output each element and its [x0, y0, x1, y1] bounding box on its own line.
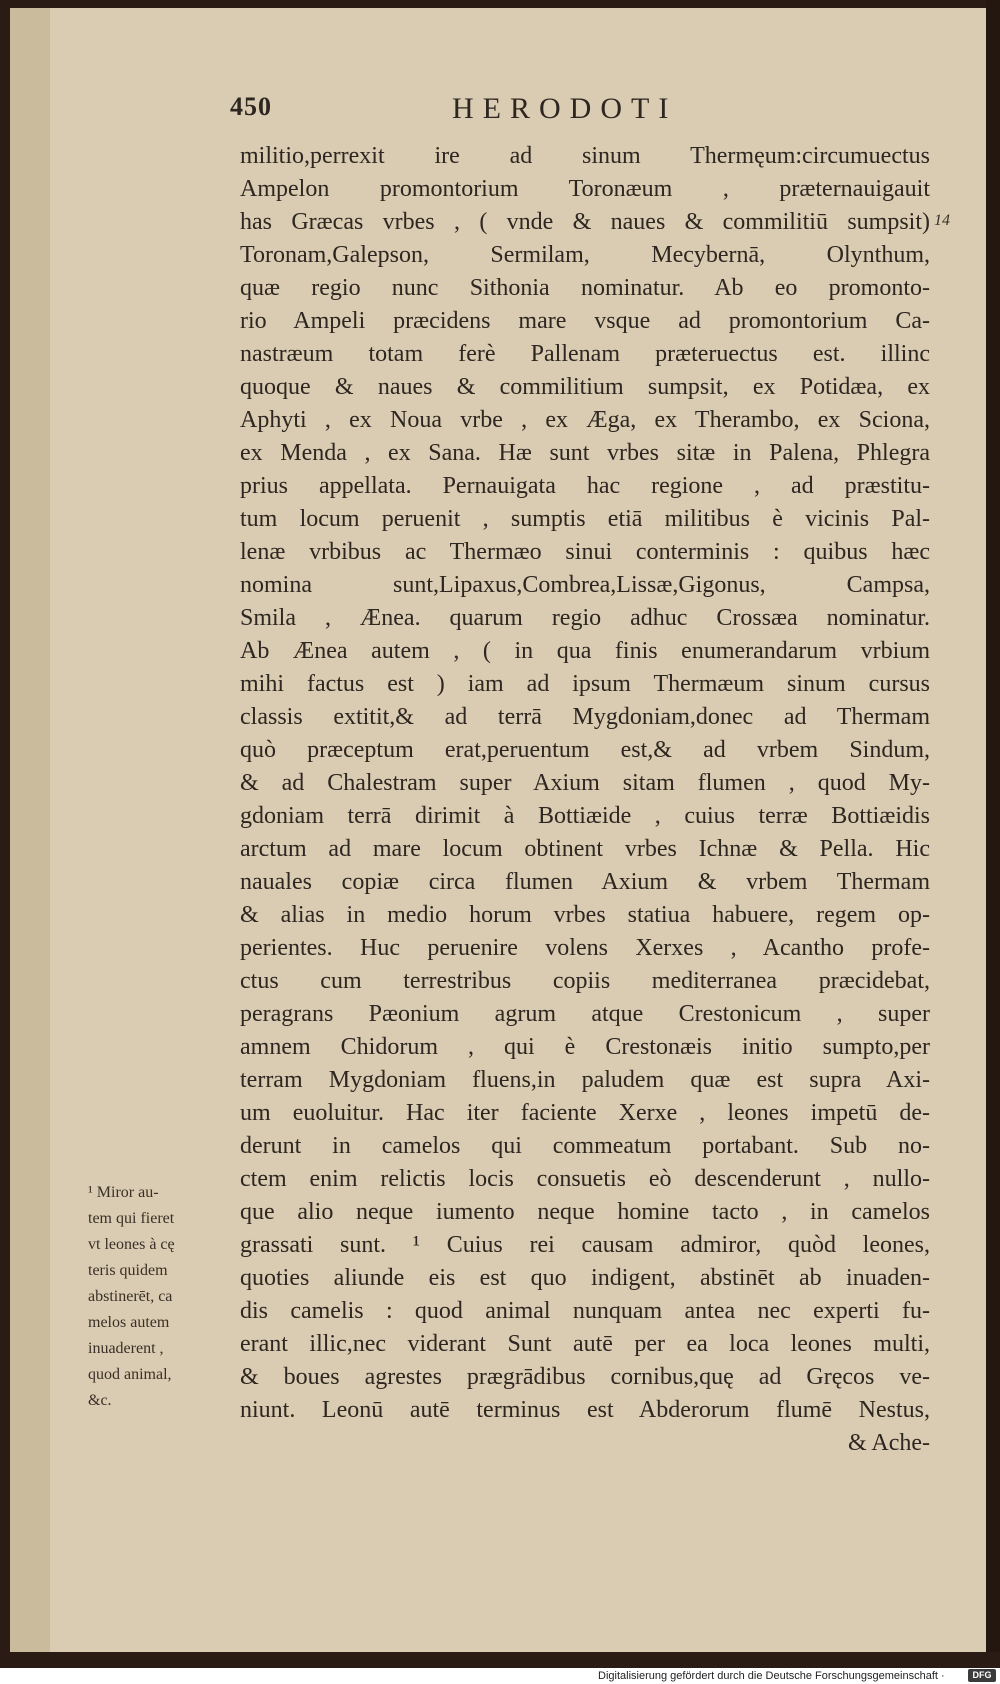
text-line: quæ regio nunc Sithonia nominatur. Ab eo promonto- — [240, 275, 930, 301]
text-line: perientes. Huc peruenire volens Xerxes , Acantho profe- — [240, 935, 930, 961]
text-line: gdoniam terrā dirimit à Bottiæide , cuius terræ Bottiæidis — [240, 803, 930, 829]
text-line: grassati sunt. ¹ Cuius rei causam admiror, quòd leones, — [240, 1232, 930, 1258]
scan-border-right — [986, 0, 1000, 1668]
note-line: melos autem — [88, 1314, 170, 1331]
note-line: ¹ Miror au- — [88, 1184, 159, 1201]
scan-border-bottom — [0, 1652, 1000, 1668]
text-line: derunt in camelos qui commeatum portabant. Sub no- — [240, 1133, 930, 1159]
digitization-credit: Digitalisierung gefördert durch die Deutsche Forschungsgemeinschaft · — [598, 1670, 945, 1682]
note-line: vt leones à cę — [88, 1236, 175, 1253]
text-line: militio,perrexit ire ad sinum Thermęum:circumuectus — [240, 143, 930, 169]
text-line: terram Mygdoniam fluens,in paludem quæ est supra Axi- — [240, 1067, 930, 1093]
text-line: nastræum totam ferè Pallenam præteruectus est. illinc — [240, 341, 930, 367]
text-line: que alio neque iumento neque homine tacto , in camelos — [240, 1199, 930, 1225]
text-line: prius appellata. Pernauigata hac regione , ad præstitu- — [240, 473, 930, 499]
paper-gutter-shade — [10, 8, 50, 1652]
note-line: inuaderent , — [88, 1340, 164, 1357]
text-line: has Græcas vrbes , ( vnde & naues & commilitiū sumpsit) — [240, 209, 930, 235]
running-title: HERODOTI — [452, 92, 678, 125]
note-line: abstinerēt, ca — [88, 1288, 173, 1305]
marginal-note — [88, 1180, 228, 1414]
note-line: quod animal, — [88, 1366, 172, 1383]
text-line: niunt. Leonū autē terminus est Abderorum flumē Nestus, — [240, 1397, 930, 1423]
running-header — [230, 92, 950, 132]
text-line: Toronam,Galepson, Sermilam, Mecybernā, Olynthum, — [240, 242, 930, 268]
page-number: 450 — [230, 92, 272, 121]
text-line: quò præceptum erat,peruentum est,& ad vrbem Sindum, — [240, 737, 930, 763]
text-line: ex Menda , ex Sana. Hæ sunt vrbes sitæ in Palena, Phlegra — [240, 440, 930, 466]
note-line: teris quidem — [88, 1262, 168, 1279]
text-line: classis extitit,& ad terrā Mygdoniam,donec ad Thermam — [240, 704, 930, 730]
text-line: Aphyti , ex Noua vrbe , ex Ægа, ex Therambo, ex Sciona, — [240, 407, 930, 433]
text-line: peragrans Pæonium agrum atque Crestonicum , super — [240, 1001, 930, 1027]
main-text-block — [240, 140, 930, 1460]
text-line: lenæ vrbibus ac Thermæo sinui conterminis : quibus hæc — [240, 539, 930, 565]
text-line: arctum ad mare locum obtinent vrbes Ichnæ & Pella. Hic — [240, 836, 930, 862]
margin-mark: 14 — [934, 212, 950, 229]
text-line: dis camelis : quod animal nunquam antea nec experti fu- — [240, 1298, 930, 1324]
text-line: mihi factus est ) iam ad ipsum Thermæum sinum cursus — [240, 671, 930, 697]
scan-border-left — [0, 0, 10, 1668]
text-line: & alias in medio horum vrbes statiua habuere, regem op- — [240, 902, 930, 928]
text-line: Ab Ænea autem , ( in qua finis enumerandarum vrbium — [240, 638, 930, 664]
catchword-line: & Ache- — [848, 1430, 930, 1456]
text-line: quoque & naues & commilitium sumpsit, ex Potidæa, ex — [240, 374, 930, 400]
text-line: rio Ampeli præcidens mare vsque ad promontorium Ca- — [240, 308, 930, 334]
dfg-logo: DFG — [968, 1669, 996, 1682]
note-line: &c. — [88, 1392, 112, 1409]
text-line: quoties aliunde eis est quo indigent, abstinēt ab inuaden- — [240, 1265, 930, 1291]
text-line: Smila , Ænea. quarum regio adhuc Crossæa nominatur. — [240, 605, 930, 631]
text-line: tum locum peruenit , sumptis etiā militibus è vicinis Pal- — [240, 506, 930, 532]
text-line: um euoluitur. Hac iter faciente Xerxe , leones impetū de- — [240, 1100, 930, 1126]
text-line: & boues agrestes prægrādibus cornibus,quę ad Gręcos ve- — [240, 1364, 930, 1390]
text-line: amnem Chidorum , qui è Crestonæis initio sumpto,per — [240, 1034, 930, 1060]
text-line: ctem enim relictis locis consuetis eò descenderunt , nullo- — [240, 1166, 930, 1192]
note-line: tem qui fieret — [88, 1210, 175, 1227]
text-line: Ampelon promontorium Toronæum , præternauigauit — [240, 176, 930, 202]
scan-border-top — [0, 0, 1000, 8]
text-line: nauales copiæ circa flumen Axium & vrbem Thermam — [240, 869, 930, 895]
text-line: erant illic,nec viderant Sunt autē per ea loca leones multi, — [240, 1331, 930, 1357]
text-line: & ad Chalestram super Axium sitam flumen , quod My- — [240, 770, 930, 796]
text-line: ctus cum terrestribus copiis mediterranea præcidebat, — [240, 968, 930, 994]
text-line: nomina sunt,Lipaxus,Combrea,Lissæ,Gigonus, Campsa, — [240, 572, 930, 598]
